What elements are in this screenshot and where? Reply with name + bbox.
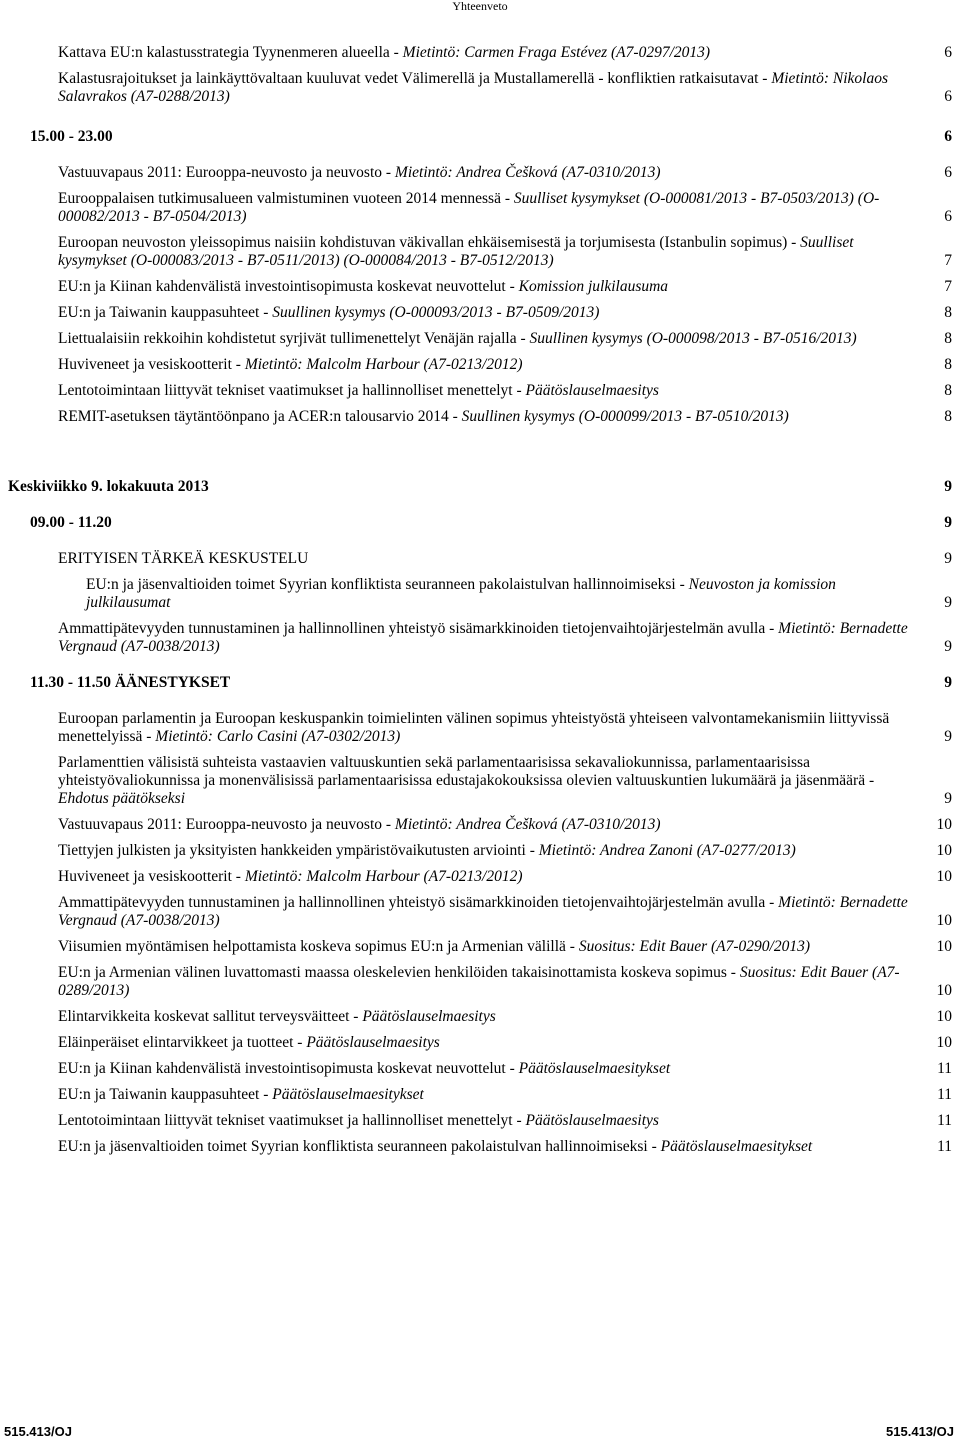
entry-reference: Mietintö: Carmen Fraga Estévez (A7-0297/2013) (402, 44, 711, 61)
entry-title: Vastuuvapaus 2011: Eurooppa-neuvosto ja neuvosto - (58, 164, 395, 181)
toc-entry (0, 408, 960, 426)
entry-title: Eläinperäiset elintarvikkeet ja tuotteet - (58, 1034, 307, 1051)
page-number: 11 (937, 1086, 952, 1103)
entry-reference: Suulliset kysymykset (O-000083/2013 - B7-0511/2013) (O-000084/2013 - B7-0512/2013) (58, 234, 854, 269)
entry-reference: Suositus: Edit Bauer (A7-0290/2013) (578, 938, 811, 955)
entry-reference: Suositus: Edit Bauer (A7-0289/2013) (58, 964, 900, 999)
page-number: 10 (936, 1034, 952, 1051)
time-slot-heading (0, 514, 960, 532)
page-number: 8 (944, 356, 952, 373)
spacer (0, 540, 960, 550)
page-footer (0, 1424, 960, 1440)
entry-title: EU:n ja Taiwanin kauppasuhteet - (58, 1086, 273, 1103)
toc-entry (0, 304, 960, 322)
entry-text (58, 408, 912, 426)
toc-entry (0, 382, 960, 400)
entry-title: Viisumien myöntämisen helpottamista koskeva sopimus EU:n ja Armenian välillä - (58, 938, 579, 955)
entry-text (58, 1112, 912, 1130)
entry-reference: Suullinen kysymys (O-000099/2013 - B7-0510/2013) (461, 408, 789, 425)
entry-text (58, 164, 912, 182)
entry-title: 11.30 - 11.50 ÄÄNESTYKSET (30, 674, 231, 691)
entry-title: EU:n ja Kiinan kahdenvälistä investointisopimusta koskevat neuvottelut - (58, 278, 519, 295)
entry-reference: Päätöslauselmaesitys (362, 1008, 496, 1025)
entry-title: Parlamenttien välisistä suhteista vastaavien valtuuskuntien sekä parlamentaarisissa sekavaliokunnissa, parlamentaarisissa yhteistyövaliokunnissa ja monenvälisissä parlamentaarisissa edustajakokouksissa olevien valtuuskuntien lukumäärä ja jäsenmäärä - (58, 754, 875, 789)
spacer (0, 154, 960, 164)
entry-title: Kalastusrajoitukset ja lainkäyttövaltaan kuuluvat vedet Välimerellä ja Mustallamerellä - konfliktien ratkaisutavat - (58, 70, 772, 87)
entry-title: ERITYISEN TÄRKEÄ KESKUSTELU (58, 550, 309, 567)
entry-title: Lentotoimintaan liittyvät tekniset vaatimukset ja hallinnolliset menettelyt - (58, 382, 526, 399)
entry-reference: Mietintö: Malcolm Harbour (A7-0213/2012) (244, 868, 523, 885)
entry-reference: Mietintö: Andrea Zanoni (A7-0277/2013) (538, 842, 796, 859)
entry-text (58, 620, 912, 656)
toc-entry (0, 842, 960, 860)
entry-reference: Päätöslauselmaesitys (525, 382, 659, 399)
entry-reference: Päätöslauselmaesitykset (518, 1060, 671, 1077)
page-number: 10 (936, 868, 952, 885)
page-number: 9 (944, 638, 952, 655)
spacer (0, 434, 960, 478)
entry-text (58, 1138, 912, 1156)
entry-title: Liettualaisiin rekkoihin kohdistetut syrjivät tullimenettelyt Venäjän rajalla - (58, 330, 530, 347)
entry-title: REMIT-asetuksen täytäntöönpano ja ACER:n talousarvio 2014 - (58, 408, 462, 425)
entry-reference: Mietintö: Malcolm Harbour (A7-0213/2012) (244, 356, 523, 373)
page-number: 9 (944, 674, 952, 691)
spacer (0, 664, 960, 674)
toc-entry (0, 1138, 960, 1156)
spacer (0, 700, 960, 710)
entry-reference: Päätöslauselmaesitys (525, 1112, 659, 1129)
entry-title: EU:n ja Taiwanin kauppasuhteet - (58, 304, 273, 321)
toc-entry (0, 70, 960, 106)
entry-title: 15.00 - 23.00 (30, 128, 113, 145)
page-number: 9 (944, 790, 952, 807)
entry-reference: Päätöslauselmaesitys (306, 1034, 440, 1051)
entry-title: Huviveneet ja vesiskootterit - (58, 356, 245, 373)
page-number: 7 (944, 252, 952, 269)
entry-reference: Neuvoston ja komission julkilausumat (86, 576, 836, 611)
page-number: 6 (944, 208, 952, 225)
page-number: 8 (944, 330, 952, 347)
page-number: 10 (936, 982, 952, 999)
toc-entry (0, 550, 960, 568)
entry-text (58, 234, 912, 270)
entry-text (58, 70, 912, 106)
entry-text (58, 868, 912, 886)
entry-text (30, 128, 912, 146)
entry-text (58, 356, 912, 374)
toc-entry (0, 816, 960, 834)
page-number: 10 (936, 938, 952, 955)
entry-text (58, 382, 912, 400)
entry-text (58, 964, 912, 1000)
entry-reference: Komission julkilausuma (518, 278, 669, 295)
entry-reference: Päätöslauselmaesitykset (272, 1086, 424, 1103)
footer-document-code-left: 515.413/OJ (4, 1424, 72, 1439)
toc-entry (0, 938, 960, 956)
entry-reference: Mietintö: Andrea Češková (A7-0310/2013) (394, 816, 661, 833)
table-of-contents (0, 44, 960, 1164)
toc-entry (0, 710, 960, 746)
toc-entry (0, 576, 960, 612)
entry-title: Euroopan neuvoston yleissopimus naisiin kohdistuvan väkivallan ehkäisemisestä ja torjumisesta (Istanbulin sopimus) - (58, 234, 801, 251)
entry-title: EU:n ja Armenian välinen luvattomasti maassa oleskelevien henkilöiden takaisinottamista koskeva sopimus - (58, 964, 740, 981)
toc-entry (0, 620, 960, 656)
entry-text (58, 1034, 912, 1052)
entry-text (30, 674, 912, 692)
entry-text (58, 816, 912, 834)
page-number: 9 (944, 594, 952, 611)
entry-text (58, 330, 912, 348)
entry-reference: Mietintö: Bernadette Vergnaud (A7-0038/2013) (58, 894, 908, 929)
entry-title: Keskiviikko 9. lokakuuta 2013 (8, 478, 209, 495)
entry-title: 09.00 - 11.20 (30, 514, 112, 531)
page-number: 10 (936, 912, 952, 929)
toc-entry (0, 330, 960, 348)
footer-document-code-right: 515.413/OJ (886, 1424, 954, 1439)
entry-text (8, 478, 912, 496)
toc-entry (0, 190, 960, 226)
toc-entry (0, 278, 960, 296)
entry-title: Eurooppalaisen tutkimusalueen valmistuminen vuoteen 2014 mennessä - (58, 190, 514, 207)
entry-reference: Ehdotus päätökseksi (58, 790, 185, 807)
page-number: 10 (936, 1008, 952, 1025)
entry-title: Vastuuvapaus 2011: Eurooppa-neuvosto ja neuvosto - (58, 816, 395, 833)
entry-title: EU:n ja Kiinan kahdenvälistä investointisopimusta koskevat neuvottelut - (58, 1060, 519, 1077)
entry-title: Lentotoimintaan liittyvät tekniset vaatimukset ja hallinnolliset menettelyt - (58, 1112, 526, 1129)
toc-entry (0, 234, 960, 270)
entry-text (58, 278, 912, 296)
page-number: 6 (944, 128, 952, 145)
day-heading (0, 478, 960, 496)
page-number: 9 (944, 478, 952, 495)
entry-title: Tiettyjen julkisten ja yksityisten hankkeiden ympäristövaikutusten arviointi - (58, 842, 539, 859)
entry-text (58, 842, 912, 860)
entry-reference: Suullinen kysymys (O-000093/2013 - B7-0509/2013) (272, 304, 600, 321)
page-number: 11 (937, 1138, 952, 1155)
entry-reference: Suullinen kysymys (O-000098/2013 - B7-0516/2013) (529, 330, 857, 347)
toc-entry (0, 1008, 960, 1026)
entry-title: Kattava EU:n kalastusstrategia Tyynenmeren alueella - (58, 44, 403, 61)
page-number: 8 (944, 408, 952, 425)
entry-title: Elintarvikkeita koskevat sallitut terveysväitteet - (58, 1008, 363, 1025)
toc-entry (0, 44, 960, 62)
page-number: 6 (944, 164, 952, 181)
entry-text (58, 1060, 912, 1078)
entry-reference: Mietintö: Nikolaos Salavrakos (A7-0288/2013) (58, 70, 889, 105)
toc-entry (0, 868, 960, 886)
page-number: 9 (944, 514, 952, 531)
entry-reference: Mietintö: Carlo Casini (A7-0302/2013) (155, 728, 401, 745)
entry-title: EU:n ja jäsenvaltioiden toimet Syyrian konfliktista seuranneen pakolaistulvan hallinnoimiseksi - (58, 1138, 661, 1155)
entry-title: EU:n ja jäsenvaltioiden toimet Syyrian konfliktista seuranneen pakolaistulvan hallinnoimiseksi - (86, 576, 689, 593)
entry-text (58, 754, 912, 808)
entry-text (58, 304, 912, 322)
time-slot-heading (0, 128, 960, 146)
toc-entry (0, 164, 960, 182)
page-number: 8 (944, 304, 952, 321)
entry-text (58, 550, 912, 568)
entry-title: Ammattipätevyyden tunnustaminen ja hallinnollinen yhteistyö sisämarkkinoiden tietojenvaihtojärjestelmän avulla - (58, 620, 779, 637)
entry-text (86, 576, 912, 612)
entry-text (58, 190, 912, 226)
page-number: 6 (944, 88, 952, 105)
toc-entry (0, 1112, 960, 1130)
toc-entry (0, 754, 960, 808)
entry-text (58, 938, 912, 956)
toc-entry (0, 894, 960, 930)
entry-reference: Mietintö: Andrea Češková (A7-0310/2013) (394, 164, 661, 181)
page-number: 7 (944, 278, 952, 295)
entry-reference: Päätöslauselmaesitykset (660, 1138, 813, 1155)
entry-title: Ammattipätevyyden tunnustaminen ja hallinnollinen yhteistyö sisämarkkinoiden tietojenvaihtojärjestelmän avulla - (58, 894, 779, 911)
entry-text (30, 514, 912, 532)
page-number: 10 (936, 842, 952, 859)
entry-text (58, 894, 912, 930)
page-number: 11 (937, 1060, 952, 1077)
time-slot-heading (0, 674, 960, 692)
toc-entry (0, 356, 960, 374)
page-number: 10 (936, 816, 952, 833)
page-number: 9 (944, 728, 952, 745)
page-header-title: Yhteenveto (452, 0, 508, 13)
toc-entry (0, 1060, 960, 1078)
entry-text (58, 44, 912, 62)
toc-entry (0, 1086, 960, 1104)
toc-entry (0, 964, 960, 1000)
entry-text (58, 1008, 912, 1026)
entry-title: Euroopan parlamentin ja Euroopan keskuspankin toimielinten välinen sopimus yhteistyöstä yhteiseen valvontamekanismiin liittyvissä menettelyissä - (58, 710, 890, 745)
entry-reference: Mietintö: Bernadette Vergnaud (A7-0038/2013) (58, 620, 908, 655)
entry-reference: Suulliset kysymykset (O-000081/2013 - B7-0503/2013) (O-000082/2013 - B7-0504/2013) (58, 190, 880, 225)
page-number: 8 (944, 382, 952, 399)
entry-text (58, 1086, 912, 1104)
page-number: 6 (944, 44, 952, 61)
spacer (0, 504, 960, 514)
page-number: 11 (937, 1112, 952, 1129)
toc-entry (0, 1034, 960, 1052)
spacer (0, 114, 960, 128)
entry-title: Huviveneet ja vesiskootterit - (58, 868, 245, 885)
entry-text (58, 710, 912, 746)
page-number: 9 (944, 550, 952, 567)
